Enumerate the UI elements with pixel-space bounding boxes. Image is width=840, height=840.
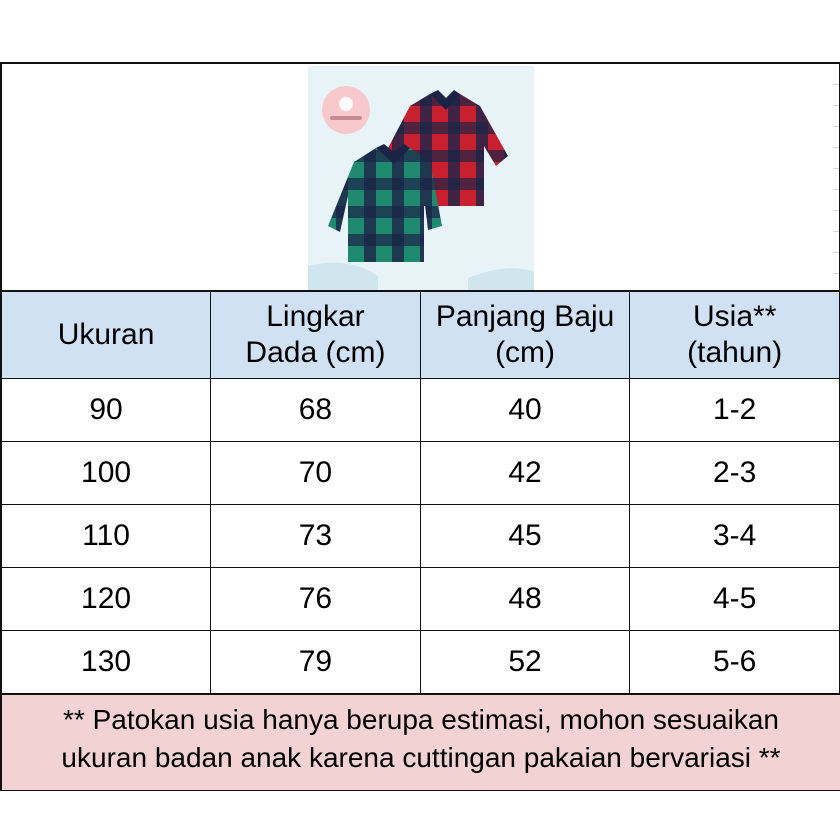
table-row (1, 568, 840, 631)
cell-lingkar-dada: 68 (211, 379, 421, 442)
product-photo (308, 66, 534, 290)
cell-lingkar-dada: 79 (211, 631, 421, 694)
cell-lingkar-dada: 70 (211, 442, 421, 505)
cell-usia: 4-5 (630, 568, 840, 631)
cell-panjang-baju: 52 (420, 631, 630, 694)
footnote-line-1: ** Patokan usia hanya berupa estimasi, mohon sesuaikan (63, 704, 779, 735)
cell-usia: 3-4 (630, 505, 840, 568)
plaid-shirts-photo-icon (308, 66, 534, 290)
cell-lingkar-dada: 73 (211, 505, 421, 568)
cell-usia: 1-2 (630, 379, 840, 442)
cell-usia: 5-6 (630, 631, 840, 694)
cell-ukuran: 130 (1, 631, 211, 694)
size-table (0, 291, 840, 694)
cell-lingkar-dada: 76 (211, 568, 421, 631)
cell-panjang-baju: 42 (420, 442, 630, 505)
image-row (0, 64, 840, 291)
header-ukuran: Ukuran (1, 292, 211, 379)
cell-panjang-baju: 48 (420, 568, 630, 631)
gridlines (833, 64, 839, 290)
cell-usia: 2-3 (630, 442, 840, 505)
footnote (0, 694, 840, 790)
size-chart (0, 62, 840, 791)
cell-ukuran: 90 (1, 379, 211, 442)
table-header-row (1, 292, 840, 379)
header-lingkar-dada: Lingkar Dada (cm) (211, 292, 421, 379)
table-row (1, 505, 840, 568)
cell-panjang-baju: 40 (420, 379, 630, 442)
header-usia: Usia** (tahun) (630, 292, 840, 379)
table-row (1, 442, 840, 505)
cell-ukuran: 110 (1, 505, 211, 568)
cell-ukuran: 120 (1, 568, 211, 631)
footnote-line-2: ukuran badan anak karena cuttingan pakaian bervariasi ** (61, 742, 781, 773)
table-row (1, 631, 840, 694)
header-panjang-baju: Panjang Baju (cm) (420, 292, 630, 379)
cell-ukuran: 100 (1, 442, 211, 505)
table-row (1, 379, 840, 442)
cell-panjang-baju: 45 (420, 505, 630, 568)
